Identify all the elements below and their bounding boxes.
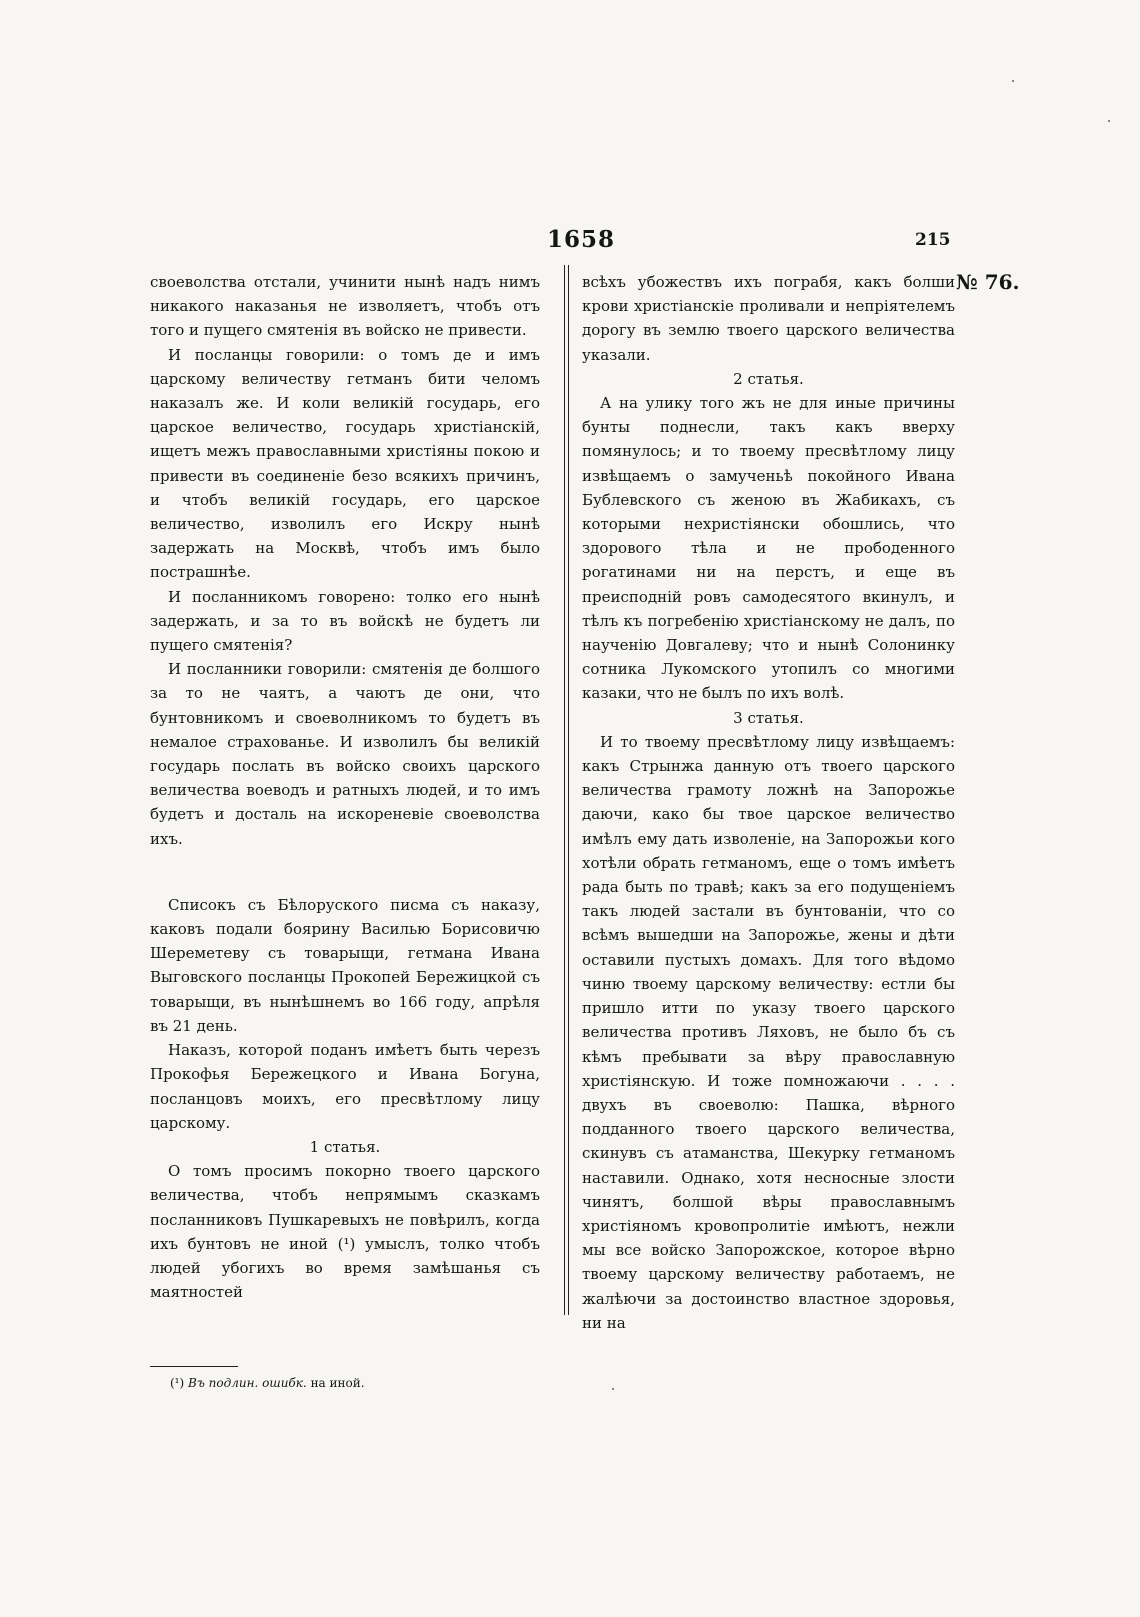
page-number: 215 xyxy=(915,230,951,250)
left-column xyxy=(150,270,540,1304)
section-heading: 1 статья. xyxy=(309,1137,381,1156)
section-heading: 2 статья. xyxy=(733,369,804,388)
footnote xyxy=(170,1376,365,1390)
paragraph: своеволства отстали, учинити нынѣ надъ нимъ никакого наказанья не изволяетъ, чтобъ отъ того и пущего смятенія въ войско не привести. xyxy=(150,273,540,340)
scan-speck xyxy=(1012,80,1014,82)
footnote-mark: (¹) xyxy=(170,1376,185,1390)
spacer xyxy=(150,851,540,893)
footnote-rule xyxy=(150,1366,238,1367)
paragraph: И посланникомъ говорено: толко его нынѣ задержать, и за то въ войскѣ не будетъ ли пущего смятенія? xyxy=(150,587,540,655)
paragraph: А на улику того жъ не для иные причины бунты поднесли, такъ какъ вверху помянулось; и то твоему пресвѣтлому лицу извѣщаемъ о замученьѣ покойного Ивана Бублевского съ женою въ Жабикахъ, съ которыми нехристіянски обошлись, что здорового тѣла и не прободенного рогатинами ни на перстъ, и еще въ преисподній ровъ самодесятого вкинулъ, и тѣлъ къ погребенію христіанскому не далъ, по наученію Довгалеву; что и нынѣ Солонинку сотника Лукомского утопилъ со многими казаки, что не былъ по ихъ волѣ. xyxy=(582,394,955,703)
footnote-italic: Въ подлин. ошибк. xyxy=(188,1376,307,1390)
document-title: Списокъ съ Бѣлоруского писма съ наказу, каковъ подали боярину Василью Борисовичю Шереметеву съ товарыщи, гетмана Ивана Выговского посланцы Прокопей Бережицкой съ товарыщи, въ нынѣшнемъ во 166 году, апрѣля въ 21 день. xyxy=(150,895,540,1035)
document-number: № 76. xyxy=(956,270,1020,294)
paragraph: И то твоему пресвѣтлому лицу извѣщаемъ: какъ Стрынжа данную отъ твоего царского величества грамоту ложнѣ на Запорожье даючи, како бы твое царское величество имѣлъ ему дать изволеніе, на Запорожьи кого хотѣли обрать гетманомъ, еще о томъ имѣетъ рада быть по травѣ; какъ за его подущеніемъ такъ людей застали въ бунтованіи, что со всѣмъ вышедши на Запорожье, жены и дѣти оставили пустыхъ домахъ. Для того вѣдомо чиню твоему царскому величеству: естли бы пришло итти по указу твоего царского величества противъ Ляховъ, не было бъ съ кѣмъ пребывати за вѣру православную христіянскую. И тоже помножаючи . . . . двухъ въ своеволю: Пашка, вѣрного подданного твоего царского величества, скинувъ съ атаманства, Шекурку гетманомъ наставили. Однако, хотя несносные злости чинятъ, болшой вѣры православнымъ христіяномъ кровопролитіе имѣютъ, нежли мы все войско Запорожское, которое вѣрно твоему царскому величеству работаемъ, не жалѣючи за достоинство властное здоровья, ни на xyxy=(582,732,955,1332)
column-divider xyxy=(564,265,565,1315)
right-column xyxy=(582,270,955,1335)
paragraph: всѣхъ убожествъ ихъ пограбя, какъ болши крови христіанскіе проливали и непріятелемъ дорогу въ землю твоего царского величества указали. xyxy=(582,273,955,364)
footnote-text: на иной. xyxy=(310,1376,365,1390)
section-heading: 3 статья. xyxy=(733,708,804,727)
paragraph: И посланцы говорили: о томъ де и имъ царскому величеству гетманъ бити челомъ наказалъ же. И коли великій государь, его царское величество, государь христіанскій, ищетъ межъ православными христіяны покою и привести въ соединеніе безо всякихъ причинъ, и чтобъ великій государь, его царское величество, изволилъ его Искру нынѣ задержать на Москвѣ, чтобъ имъ было пострашнѣе. xyxy=(150,345,540,582)
header-year: 1658 xyxy=(546,226,615,253)
scan-speck xyxy=(612,1388,614,1390)
paragraph: О томъ просимъ покорно твоего царского величества, чтобъ непрямымъ сказкамъ посланниковъ Пушкаревыхъ не повѣрилъ, когда ихъ бунтовъ не иной (¹) умыслъ, толко чтобъ людей убогихъ во время замѣшанья съ маятностей xyxy=(150,1162,540,1302)
paragraph: Наказъ, которой поданъ имѣетъ быть черезъ Прокофья Бережецкого и Ивана Богуна, посланцовъ моихъ, его пресвѣтлому лицу царскому. xyxy=(150,1041,540,1132)
paragraph: И посланники говорили: смятенія де болшого за то не чаятъ, а чаютъ де они, что бунтовникомъ и своеволникомъ то будетъ въ немалое страхованье. И изволилъ бы великій государь послать въ войско своихъ царского величества воеводъ и ратныхъ людей, и то имъ будетъ и досталь на искореневіе своеволства ихъ. xyxy=(150,660,540,848)
scan-speck xyxy=(1108,120,1110,122)
